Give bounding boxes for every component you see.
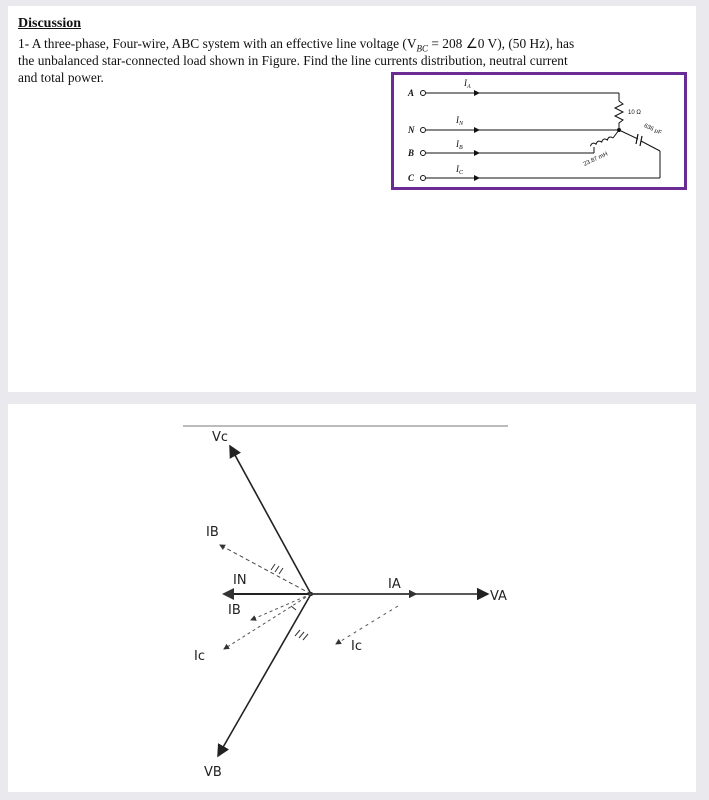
terminal-a-label: A [408, 88, 415, 98]
label-va: VA [490, 589, 507, 604]
problem-line-3: and total power. [18, 70, 104, 85]
label-ia: IA [388, 577, 401, 592]
problem-line-2: the unbalanced star-connected load shown in Figure. Find the line currents distribution, neutral current [18, 53, 568, 68]
tick-marks-1 [271, 564, 283, 574]
terminal-n-label: N [408, 125, 415, 135]
wire-capacitor-c [641, 141, 660, 151]
phasor-ic-right [336, 606, 398, 644]
phasor-ib-mid [251, 594, 311, 620]
discussion-heading: Discussion [18, 16, 82, 31]
resistor-symbol [615, 101, 623, 130]
capacitor-label: 636 μF [642, 123, 663, 137]
label-ib-top: IB [206, 525, 219, 540]
inductor-symbol [590, 136, 613, 146]
resistor-label: 10 Ω [628, 110, 641, 116]
phasor-diagram [8, 404, 696, 792]
label-in: IN [233, 573, 247, 588]
terminal-b [421, 151, 426, 156]
label-vc: Vc [212, 430, 229, 445]
problem-line-1 [18, 36, 574, 54]
problem-line-1-text: 1- A three-phase, Four-wire, ABC system with an effective line voltage (V [18, 36, 417, 51]
problem-line-1-sub: BC [416, 43, 429, 54]
terminal-n [421, 128, 426, 133]
tick-mark-3 [291, 606, 296, 610]
tick-marks-2 [295, 630, 308, 640]
label-vb: VB [204, 765, 222, 780]
phasor-vb [218, 594, 311, 756]
label-ib-mid: IB [228, 603, 241, 618]
page-top [8, 6, 696, 392]
current-a-label: $I_A$ [464, 78, 471, 90]
terminal-c [421, 176, 426, 181]
terminal-b-label: B [408, 148, 415, 158]
page-bottom [8, 404, 696, 792]
inductor-label: 23.87 mH [582, 151, 609, 168]
circuit-diagram [394, 75, 684, 187]
terminal-c-label: C [408, 173, 415, 183]
current-b-label: $I_B$ [456, 139, 463, 151]
wire-capacitor [619, 130, 638, 139]
current-c-label: $I_C$ [456, 164, 464, 176]
problem-line-1-rest: = 208 ∠0 V), (50 Hz), has [428, 36, 575, 51]
circuit-figure [391, 72, 687, 190]
phasor-vc [230, 446, 311, 594]
wire-inductor [613, 130, 619, 138]
current-n-label: $I_N$ [456, 115, 464, 127]
label-ic-right: Ic [351, 639, 362, 654]
label-ic-left: Ic [194, 649, 205, 664]
terminal-a [421, 91, 426, 96]
